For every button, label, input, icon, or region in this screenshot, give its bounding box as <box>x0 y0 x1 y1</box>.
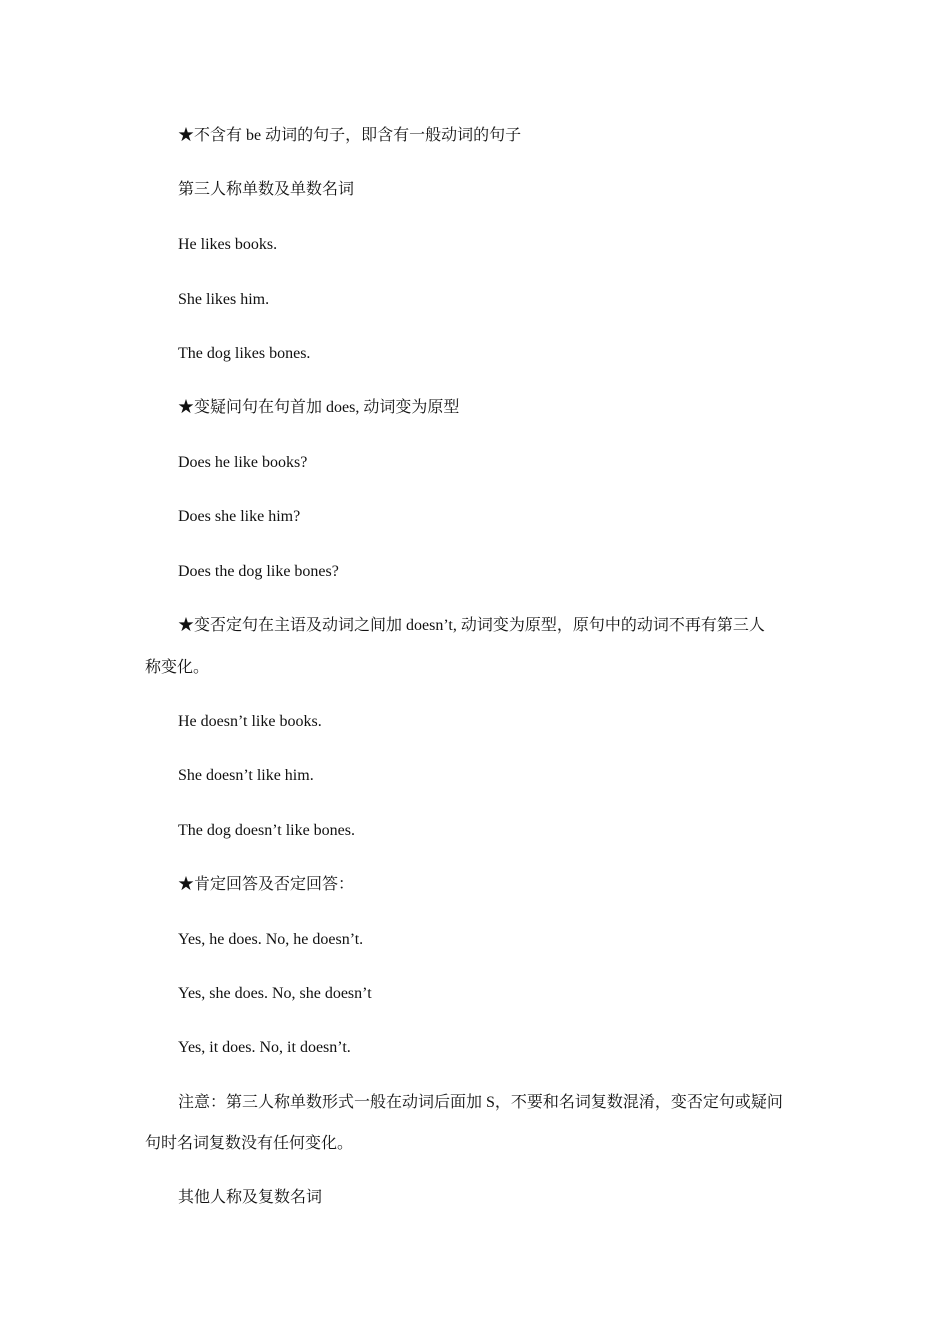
note-paragraph: 注意：第三人称单数形式一般在动词后面加 S，不要和名词复数混淆，变否定句或疑问 <box>178 1094 783 1111</box>
example-sentence: Yes, it does. No, it doesn’t. <box>178 1039 351 1056</box>
example-sentence: The dog likes bones. <box>178 345 311 362</box>
example-sentence: Does the dog like bones? <box>178 563 339 580</box>
example-sentence: Does he like books? <box>178 454 308 471</box>
subheading-other-persons-plural: 其他人称及复数名词 <box>178 1189 323 1206</box>
example-sentence: He likes books. <box>178 236 278 253</box>
example-sentence: Does she like him? <box>178 508 301 525</box>
section-heading-no-be-verb: ★不含有 be 动词的句子，即含有一般动词的句子 <box>178 127 522 144</box>
example-sentence: Yes, she does. No, she doesn’t <box>178 985 372 1002</box>
note-paragraph-continued: 句时名词复数没有任何变化。 <box>145 1135 354 1152</box>
section-heading-short-answers: ★肯定回答及否定回答： <box>178 876 355 893</box>
subheading-third-person-singular: 第三人称单数及单数名词 <box>178 181 355 198</box>
example-sentence: The dog doesn’t like bones. <box>178 822 356 839</box>
example-sentence: Yes, he does. No, he doesn’t. <box>178 931 364 948</box>
section-heading-negative-form-continued: 称变化。 <box>145 659 210 676</box>
section-heading-question-form: ★变疑问句在句首加 does, 动词变为原型 <box>178 399 460 416</box>
section-heading-negative-form: ★变否定句在主语及动词之间加 doesn’t, 动词变为原型，原句中的动词不再有第三人 <box>178 617 765 634</box>
example-sentence: She likes him. <box>178 291 270 308</box>
example-sentence: She doesn’t like him. <box>178 767 314 784</box>
example-sentence: He doesn’t like books. <box>178 713 322 730</box>
